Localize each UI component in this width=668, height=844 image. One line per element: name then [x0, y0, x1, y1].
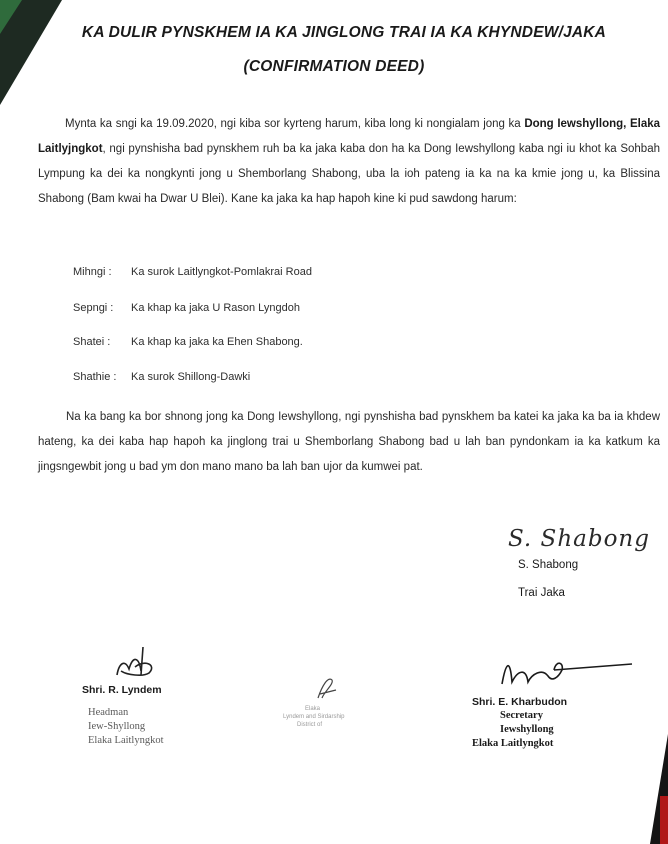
owner-signature: S. Shabong [508, 526, 650, 552]
signatory-line: Iewshyllong [500, 724, 554, 735]
boundary-row-north [73, 336, 303, 348]
boundary-key: Shatei : [73, 336, 111, 348]
paragraph-declaration [38, 112, 660, 212]
boundary-row-west [73, 302, 300, 314]
signatory-center [283, 705, 344, 729]
signatory-line: District of [297, 722, 323, 728]
signatory-name: Shri. E. Kharbudon [472, 696, 568, 708]
signatory-secretary [472, 695, 567, 751]
owner-role: Trai Jaka [518, 587, 565, 599]
signatory-line: Headman [88, 707, 129, 718]
signatory-line: Elaka Laitlyngkot [472, 738, 554, 749]
owner-name: S. Shabong [518, 559, 579, 571]
deed-title: KA DULIR PYNSKHEM IA KA JINGLONG TRAI IA KA KHYNDEW/JAKA [81, 24, 607, 41]
boundary-row-south [73, 371, 250, 383]
paragraph-bold-locality: Dong Iewshyllong, Elaka Laitlyjngkot [38, 118, 661, 155]
paragraph-text-a: Mynta ka sngi ka 19.09.2020, ngi kiba sor kyrteng harum, kiba long ki nongialam jong ka [65, 118, 525, 130]
paragraph-confirmation: Na ka bang ka bor shnong jong ka Dong Iewshyllong, ngi pynshisha bad pynskhem ba katei ka jaka ka ba ia khdew hateng, ka dei kaba hap hapoh ka jinglong trai u Shemborlang Shabong bad u lah ban pyndonkam ia ka katkum ka jingsngewbit jong u bad ym don mano mano ba lah ban ujor da kumwei pat. [38, 411, 660, 473]
signatory-line: Secretary [500, 710, 543, 721]
secretary-signature-scribble [492, 648, 642, 694]
center-signature-scribble [312, 672, 342, 702]
boundary-value: Ka surok Shillong-Dawki [131, 371, 251, 383]
boundary-value: Ka surok Laitlyngkot-Pomlakrai Road [131, 266, 312, 278]
signatory-headman [82, 683, 164, 748]
signatory-line: Iew-Shyllong [88, 721, 146, 732]
boundary-value: Ka khap ka jaka ka Ehen Shabong. [131, 336, 303, 348]
boundary-value: Ka khap ka jaka U Rason Lyngdoh [131, 302, 300, 314]
signatory-line: Elaka [305, 706, 321, 712]
boundary-key: Shathie : [73, 371, 117, 383]
photo-corner-red-bottom [660, 796, 668, 844]
headman-signature-scribble [105, 645, 175, 685]
signatory-name: Shri. R. Lyndem [82, 684, 162, 696]
boundary-key: Mihngi : [73, 266, 112, 278]
boundary-key: Sepngi : [73, 302, 114, 314]
boundary-row-east [73, 266, 312, 278]
signatory-line: Lyndem and Sirdarship [283, 714, 345, 720]
deed-subtitle: (CONFIRMATION DEED) [243, 58, 425, 75]
paragraph-text-b: , ngi pynshisha bad pynskhem ruh ba ka jaka kaba don ha ka Dong Iewshyllong kaba ngi iu khot ka Sohbah Lympung ka dei ka nongkynti jong u Shemborlang Shabong, uba la ioh pateng ia ka na ka kmie jong u, ka Blissina Shabong (Bam kwai ha Dwar U Blei). Kane ka jaka ka hap hapoh kine ki pud sawdong harum: [38, 143, 660, 205]
signatory-line: Elaka Laitlyngkot [88, 735, 164, 746]
